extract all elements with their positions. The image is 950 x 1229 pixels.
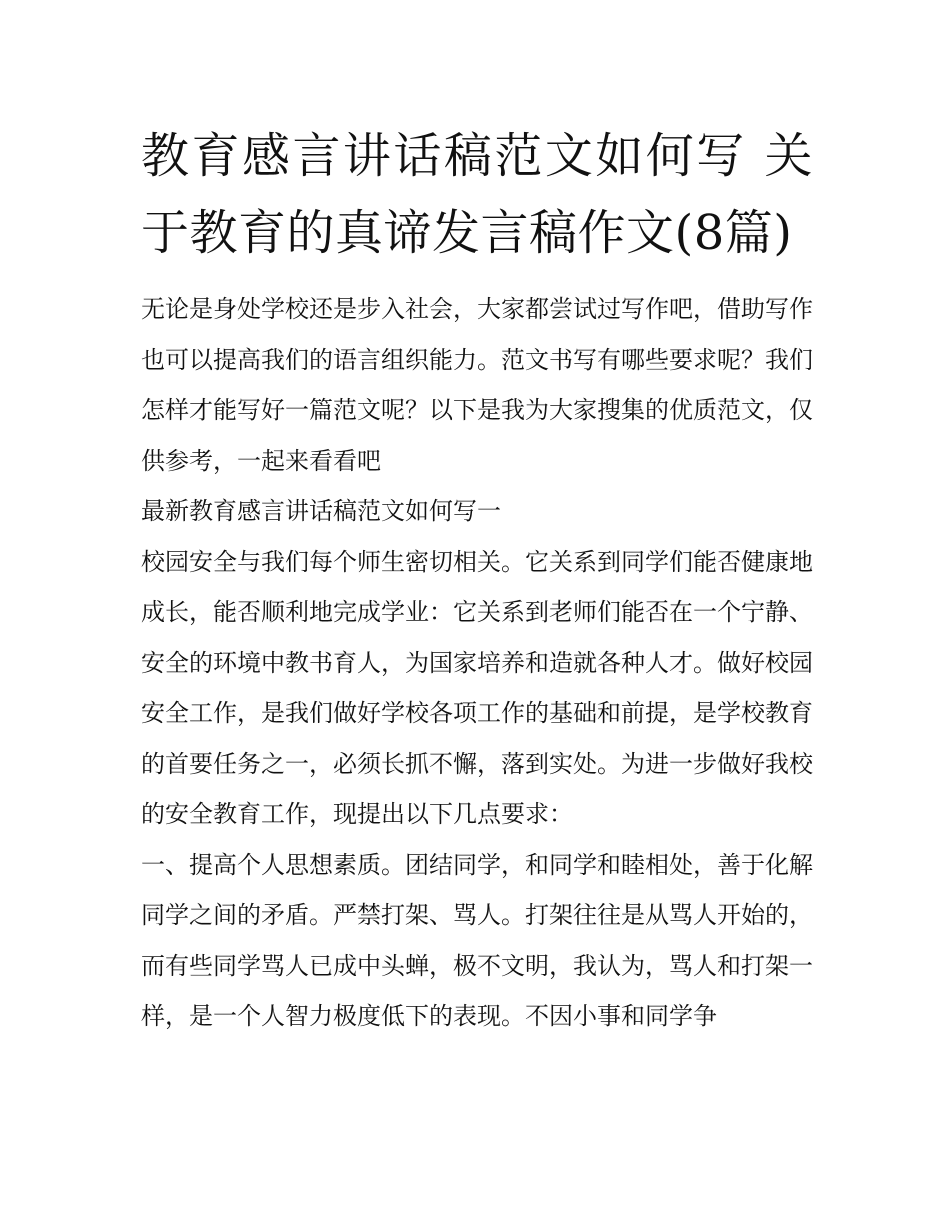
document-page <box>141 118 813 1042</box>
body-paragraph: 一、提高个人思想素质。团结同学，和同学和睦相处，善于化解同学之间的矛盾。严禁打架、骂人。打架往往是从骂人开始的，而有些同学骂人已成中头蝉，极不文明，我认为，骂人和打架一样，是一个人智力极度低下的表现。不因小事和同学争 <box>141 850 813 1030</box>
section-heading: 最新教育感言讲话稿范文如何写一 <box>141 497 501 525</box>
document-title: 教育感言讲话稿范文如何写 关于教育的真谛发言稿作文(8篇) <box>141 128 813 261</box>
intro-paragraph: 无论是身处学校还是步入社会，大家都尝试过写作吧，借助写作也可以提高我们的语言组织能力。范文书写有哪些要求呢？我们怎样才能写好一篇范文呢？以下是我为大家搜集的优质范文，仅供参考，一起来看看吧 <box>141 295 813 475</box>
body-paragraph: 校园安全与我们每个师生密切相关。它关系到同学们能否健康地成长，能否顺利地完成学业：它关系到老师们能否在一个宁静、安全的环境中教书育人，为国家培养和造就各种人才。做好校园安全工作，是我们做好学校各项工作的基础和前提，是学校教育的首要任务之一，必须长抓不懈，落到实处。为进一步做好我校的安全教育工作，现提出以下几点要求： <box>141 547 813 828</box>
document-body <box>141 284 813 1042</box>
